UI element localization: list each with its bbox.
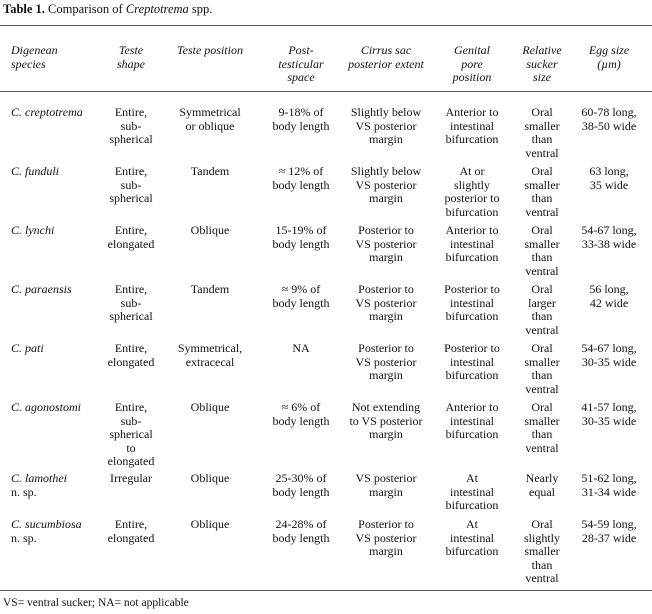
- table-cell: Irregular: [110, 471, 152, 485]
- header-col-2: Teste position: [177, 43, 243, 57]
- table-cell: 41-57 long, 30-35 wide: [581, 400, 637, 428]
- table-cell: 25-30% of body length: [272, 471, 330, 499]
- caption-suffix: spp.: [188, 2, 213, 16]
- header-rule: [0, 91, 652, 92]
- table-cell: Oral smaller than ventral: [524, 105, 560, 160]
- table-cell: ≈ 6% of body length: [272, 400, 330, 428]
- species-name: C. agonostomi: [11, 400, 82, 414]
- caption-label: Table 1.: [3, 2, 45, 16]
- table-cell: Oblique: [190, 517, 230, 531]
- species-name: C. paraensis: [11, 282, 72, 296]
- table-cell: Slightly below VS posterior margin: [350, 164, 422, 205]
- table-cell: Oral larger than ventral: [525, 282, 559, 337]
- table-cell: Anterior to intestinal bifurcation: [445, 105, 499, 146]
- table-cell: Oral smaller than ventral: [524, 341, 560, 396]
- table-cell: At intestinal bifurcation: [445, 517, 499, 558]
- header-col-4: Cirrus sac posterior extent: [348, 43, 424, 71]
- table-cell: Oral smaller than ventral: [524, 400, 560, 455]
- table-cell: 60-78 long, 38-50 wide: [581, 105, 637, 133]
- table-cell: Posterior to VS posterior margin: [355, 282, 417, 323]
- table-caption: [3, 2, 212, 17]
- species-new-sp-label: n. sp.: [11, 485, 37, 499]
- header-col-3: Post- testicular space: [278, 43, 324, 84]
- table-cell: Oblique: [190, 400, 230, 414]
- table-cell: 54-67 long, 33-38 wide: [581, 223, 637, 251]
- table-cell: At intestinal bifurcation: [445, 471, 499, 512]
- table-cell: Oblique: [190, 471, 230, 485]
- table-cell: Oral slightly smaller than ventral: [523, 517, 560, 585]
- table-cell: 56 long, 42 wide: [589, 282, 629, 310]
- table-cell: Entire, sub- spherical: [109, 282, 153, 323]
- table-cell: Posterior to intestinal bifurcation: [444, 282, 500, 323]
- table-cell: At or slightly posterior to bifurcation: [444, 164, 500, 219]
- bottom-rule: [0, 590, 652, 591]
- species-name: C. sucumbiosa: [11, 517, 82, 531]
- species-name: C. creptotrema: [11, 105, 83, 119]
- header-col-5: Genital pore position: [452, 43, 492, 84]
- table-cell: Oral smaller than ventral: [524, 164, 560, 219]
- header-species: Digenean species: [11, 43, 58, 71]
- table-cell: Anterior to intestinal bifurcation: [445, 223, 499, 264]
- table-cell: 51-62 long, 31-34 wide: [581, 471, 637, 499]
- table-cell: 54-67 long, 30-35 wide: [581, 341, 637, 369]
- species-name: C. lynchi: [11, 223, 55, 237]
- caption-text: Comparison of: [48, 2, 126, 16]
- table-cell: Nearly equal: [525, 471, 559, 499]
- table-cell: NA: [292, 341, 310, 355]
- table-cell: Entire, elongated: [107, 517, 155, 545]
- table-cell: Entire, elongated: [107, 223, 155, 251]
- table-cell: ≈ 9% of body length: [272, 282, 330, 310]
- table-cell: ≈ 12% of body length: [272, 164, 330, 192]
- table-cell: Entire, sub- spherical: [109, 105, 153, 146]
- table-cell: Entire, sub- spherical to elongated: [107, 400, 155, 468]
- table-cell: 24-28% of body length: [272, 517, 330, 545]
- table-cell: Not extending to VS posterior margin: [349, 400, 423, 441]
- table-cell: 63 long, 35 wide: [589, 164, 629, 192]
- species-name: C. lamothei: [11, 471, 67, 485]
- table-cell: Entire, elongated: [107, 341, 155, 369]
- header-col-6: Relative sucker size: [522, 43, 562, 84]
- table-cell: Entire, sub- spherical: [109, 164, 153, 205]
- header-col-7: Egg size (µm): [588, 43, 630, 71]
- table-cell: Tandem: [190, 164, 230, 178]
- table-cell: 15-19% of body length: [272, 223, 330, 251]
- table-cell: Posterior to VS posterior margin: [355, 341, 417, 382]
- table-cell: Slightly below VS posterior margin: [350, 105, 422, 146]
- table-cell: 9-18% of body length: [272, 105, 330, 133]
- table-cell: Tandem: [190, 282, 230, 296]
- species-name: C. pati: [11, 341, 44, 355]
- table-cell: Oblique: [190, 223, 230, 237]
- table-cell: 54-59 long, 28-37 wide: [581, 517, 637, 545]
- header-col-1: Teste shape: [117, 43, 145, 71]
- table-cell: Posterior to VS posterior margin: [355, 517, 417, 558]
- table-cell: Oral smaller than ventral: [524, 223, 560, 278]
- table-cell: Anterior to intestinal bifurcation: [445, 400, 499, 441]
- top-rule: [0, 25, 652, 26]
- table-cell: Posterior to intestinal bifurcation: [444, 341, 500, 382]
- table-footnote: VS= ventral sucker; NA= not applicable: [3, 597, 189, 609]
- species-name: C. funduli: [11, 164, 60, 178]
- caption-genus: Creptotrema: [125, 2, 189, 16]
- table-cell: Posterior to VS posterior margin: [355, 223, 417, 264]
- table-cell: Symmetrical, extracecal: [177, 341, 243, 369]
- species-new-sp-label: n. sp.: [11, 531, 37, 545]
- table-cell: Symmetrical or oblique: [179, 105, 241, 133]
- table-cell: VS posterior margin: [355, 471, 417, 499]
